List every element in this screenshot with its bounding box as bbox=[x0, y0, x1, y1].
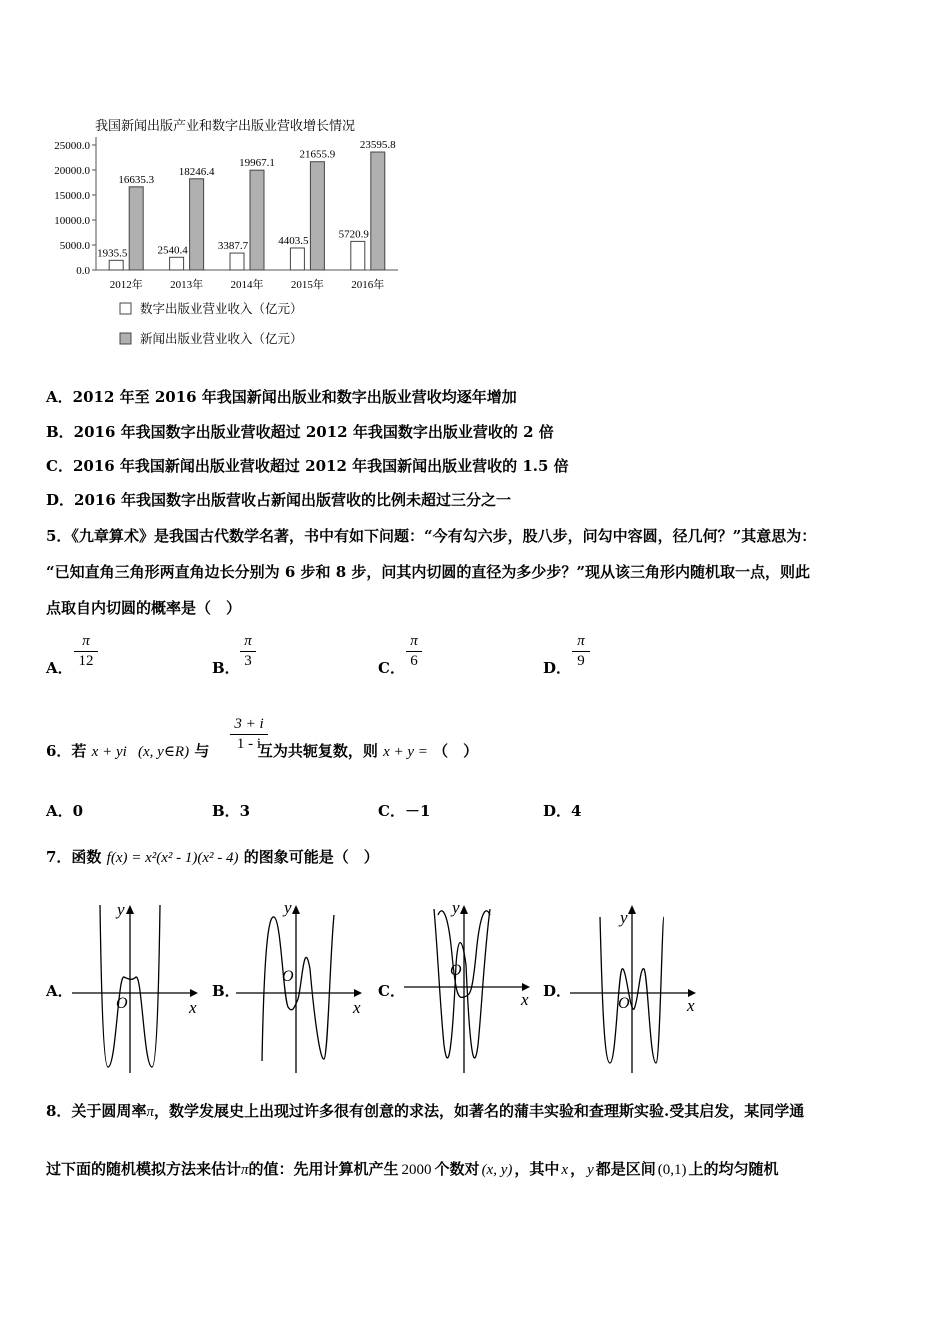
q8-text-2f: 上的均匀随机 bbox=[688, 1160, 779, 1178]
bar-value-label: 5720.9 bbox=[338, 228, 369, 241]
q5-option-a-fraction bbox=[74, 633, 98, 670]
q5-option-c-fraction bbox=[406, 633, 422, 670]
q6-expr-complex: x + yi bbox=[91, 744, 127, 760]
q6-tail: （ ） bbox=[433, 742, 479, 760]
bar-value-label: 2540.4 bbox=[157, 244, 188, 257]
x-tick-label: 2016年 bbox=[351, 279, 385, 291]
y-tick-label: 5000.0 bbox=[59, 240, 90, 252]
q8-x: x bbox=[561, 1162, 569, 1178]
origin-label: O bbox=[450, 962, 462, 979]
q6-prefix: 6．若 bbox=[46, 742, 87, 760]
q5-stem-line1: 5．《九章算术》是我国古代数学名著，书中有如下问题：“今有勾六步，股八步，问勾中容圆，径几何？”其意思为： bbox=[46, 527, 817, 545]
bar-value-label: 16635.3 bbox=[118, 173, 155, 186]
q8-text-1b: ，数学发展史上出现过许多很有创意的求法，如著名的蒲丰实验和查理斯实验.受其启发，某同学通 bbox=[153, 1102, 805, 1120]
origin-label: O bbox=[116, 995, 128, 1012]
bar-value-label: 23595.8 bbox=[359, 139, 396, 152]
q8-text-2e: 都是区间 bbox=[595, 1160, 656, 1178]
q5-option-d-label: D． bbox=[543, 659, 572, 677]
bar-news bbox=[371, 152, 385, 270]
bar-news bbox=[250, 170, 264, 270]
q7-graph-a bbox=[72, 895, 208, 1075]
fraction-bar bbox=[240, 651, 256, 652]
q8-text-1a: 8．关于圆周率 bbox=[46, 1102, 147, 1120]
q5-option-b-label: B． bbox=[212, 659, 240, 677]
x-label: x bbox=[521, 990, 529, 1009]
y-tick-label: 20000.0 bbox=[54, 165, 90, 177]
q7-function: f(x) = x²(x² - 1)(x² - 4) bbox=[106, 850, 239, 866]
y-label: y bbox=[620, 908, 628, 927]
q8-pi-2: π bbox=[241, 1162, 249, 1178]
q7-prefix: 7．函数 bbox=[46, 848, 102, 866]
q6-mid: 与 bbox=[194, 742, 210, 760]
bar-digital bbox=[351, 241, 365, 270]
chart-legend bbox=[120, 301, 303, 346]
bar-digital bbox=[290, 248, 304, 270]
q6-fraction bbox=[230, 716, 268, 753]
origin-label: O bbox=[282, 968, 294, 985]
chart-marks bbox=[97, 139, 396, 291]
q5-option-a-label: A． bbox=[46, 659, 73, 677]
y-tick-label: 10000.0 bbox=[54, 215, 90, 227]
fraction-numerator: π bbox=[577, 633, 585, 649]
q8-stem-line2 bbox=[46, 1158, 779, 1179]
fraction-denominator: 1 - i bbox=[236, 736, 262, 752]
fraction-bar bbox=[74, 651, 98, 652]
q7-option-c-label: C． bbox=[378, 982, 405, 1000]
q8-text-2c: 个数对 bbox=[434, 1160, 480, 1178]
fraction-numerator: π bbox=[82, 633, 90, 649]
legend-swatch bbox=[120, 333, 131, 344]
q4-option-b: B．2016 年我国数字出版业营收超过 2012 年我国数字出版业营收的 2 倍 bbox=[46, 423, 554, 441]
q8-comma: ， bbox=[570, 1160, 586, 1178]
q5-option-c-label: C． bbox=[378, 659, 405, 677]
q7-graph-b bbox=[236, 895, 372, 1075]
y-axis-arrow bbox=[292, 905, 300, 914]
bar-value-label: 3387.7 bbox=[217, 240, 249, 253]
bar-news bbox=[310, 162, 324, 270]
q7-graph-c bbox=[404, 895, 540, 1075]
bar-digital bbox=[109, 260, 123, 270]
origin-label: O bbox=[618, 995, 630, 1012]
q5-option-d-fraction bbox=[572, 633, 590, 670]
fraction-numerator: 3 + i bbox=[234, 716, 264, 732]
q6-suffix: 互为共轭复数，则 bbox=[257, 742, 378, 760]
x-tick-label: 2012年 bbox=[109, 279, 143, 291]
q8-y: y bbox=[587, 1162, 594, 1178]
fraction-denominator: 3 bbox=[244, 653, 252, 669]
x-axis-arrow bbox=[190, 989, 198, 997]
curve bbox=[262, 915, 334, 1061]
q5-stem-line2: “已知直角三角形两直角边长分别为 6 步和 8 步，问其内切圆的直径为多少步？”现从该三角形内随机取一点，则此 bbox=[46, 563, 811, 581]
x-tick-label: 2014年 bbox=[230, 279, 264, 291]
q6-option-a: A．0 bbox=[46, 802, 84, 820]
bar-digital bbox=[230, 253, 244, 270]
fraction-bar bbox=[230, 734, 268, 735]
q8-stem-line1 bbox=[46, 1100, 804, 1121]
fraction-numerator: π bbox=[244, 633, 252, 649]
bar-chart bbox=[40, 110, 420, 360]
fraction-bar bbox=[572, 651, 590, 652]
q6-option-c: C．－1 bbox=[378, 802, 431, 820]
bar-value-label: 18246.4 bbox=[178, 165, 215, 178]
q8-text-2a: 过下面的随机模拟方法来估计 bbox=[46, 1160, 242, 1178]
x-label: x bbox=[687, 996, 695, 1015]
y-tick-label: 0.0 bbox=[76, 265, 90, 277]
q4-option-a: A．2012 年至 2016 年我国新闻出版业和数字出版业营收均逐年增加 bbox=[46, 388, 517, 406]
q8-n: 2000 bbox=[401, 1162, 432, 1178]
bar-digital bbox=[170, 257, 184, 270]
y-tick-label: 25000.0 bbox=[54, 140, 90, 152]
q6-condition: (x, y∈R) bbox=[138, 744, 190, 760]
q8-pi: π bbox=[146, 1104, 154, 1120]
q4-option-d: D．2016 年我国数字出版营收占新闻出版营收的比例未超过三分之一 bbox=[46, 491, 511, 509]
legend-swatch bbox=[120, 303, 131, 314]
legend-label: 数字出版业营业收入（亿元） bbox=[140, 302, 303, 316]
q8-pair: (x, y) bbox=[481, 1162, 513, 1178]
y-tick-label: 15000.0 bbox=[54, 190, 90, 202]
bar-news bbox=[129, 187, 143, 270]
q6-option-d: D．4 bbox=[543, 802, 582, 820]
q8-interval: (0,1) bbox=[657, 1162, 687, 1178]
fraction-denominator: 9 bbox=[577, 653, 585, 669]
bar-value-label: 4403.5 bbox=[278, 234, 309, 247]
q7-graph-d bbox=[570, 895, 706, 1075]
q7-suffix: 的图象可能是（ ） bbox=[243, 848, 379, 866]
q6-option-b: B．3 bbox=[212, 802, 251, 820]
q8-text-2d: ，其中 bbox=[514, 1160, 560, 1178]
q4-option-c: C．2016 年我国新闻出版业营收超过 2012 年我国新闻出版业营收的 1.5 倍 bbox=[46, 457, 569, 475]
x-label: x bbox=[353, 998, 361, 1017]
y-label: y bbox=[452, 898, 460, 917]
q7-option-d-label: D． bbox=[543, 982, 572, 1000]
y-axis-arrow bbox=[628, 905, 636, 914]
curve bbox=[434, 909, 490, 1058]
x-label: x bbox=[189, 998, 197, 1017]
q8-text-2b: 的值：先用计算机产生 bbox=[248, 1160, 399, 1178]
y-axis-arrow bbox=[126, 905, 134, 914]
x-tick-label: 2015年 bbox=[290, 279, 324, 291]
x-tick-label: 2013年 bbox=[170, 279, 204, 291]
bar-value-label: 19967.1 bbox=[239, 157, 275, 170]
y-axis-arrow bbox=[460, 905, 468, 914]
chart-title: 我国新闻出版产业和数字出版业营收增长情况 bbox=[95, 118, 356, 133]
fraction-bar bbox=[406, 651, 422, 652]
y-label: y bbox=[117, 900, 125, 919]
q5-option-b-fraction bbox=[240, 633, 256, 670]
q7-stem bbox=[46, 846, 379, 867]
q7-option-b-label: B． bbox=[212, 982, 240, 1000]
bar-value-label: 1935.5 bbox=[97, 247, 128, 260]
x-axis-arrow bbox=[354, 989, 362, 997]
bar-news bbox=[190, 179, 204, 270]
q6-expr-sum: x + y = bbox=[383, 744, 428, 760]
y-label: y bbox=[284, 898, 292, 917]
fraction-denominator: 12 bbox=[78, 653, 94, 669]
bar-value-label: 21655.9 bbox=[299, 148, 336, 161]
fraction-denominator: 6 bbox=[410, 653, 418, 669]
fraction-numerator: π bbox=[410, 633, 418, 649]
q7-option-a-label: A． bbox=[46, 982, 73, 1000]
legend-label: 新闻出版业营业收入（亿元） bbox=[140, 332, 303, 346]
q5-stem-line3: 点取自内切圆的概率是（ ） bbox=[46, 599, 242, 617]
